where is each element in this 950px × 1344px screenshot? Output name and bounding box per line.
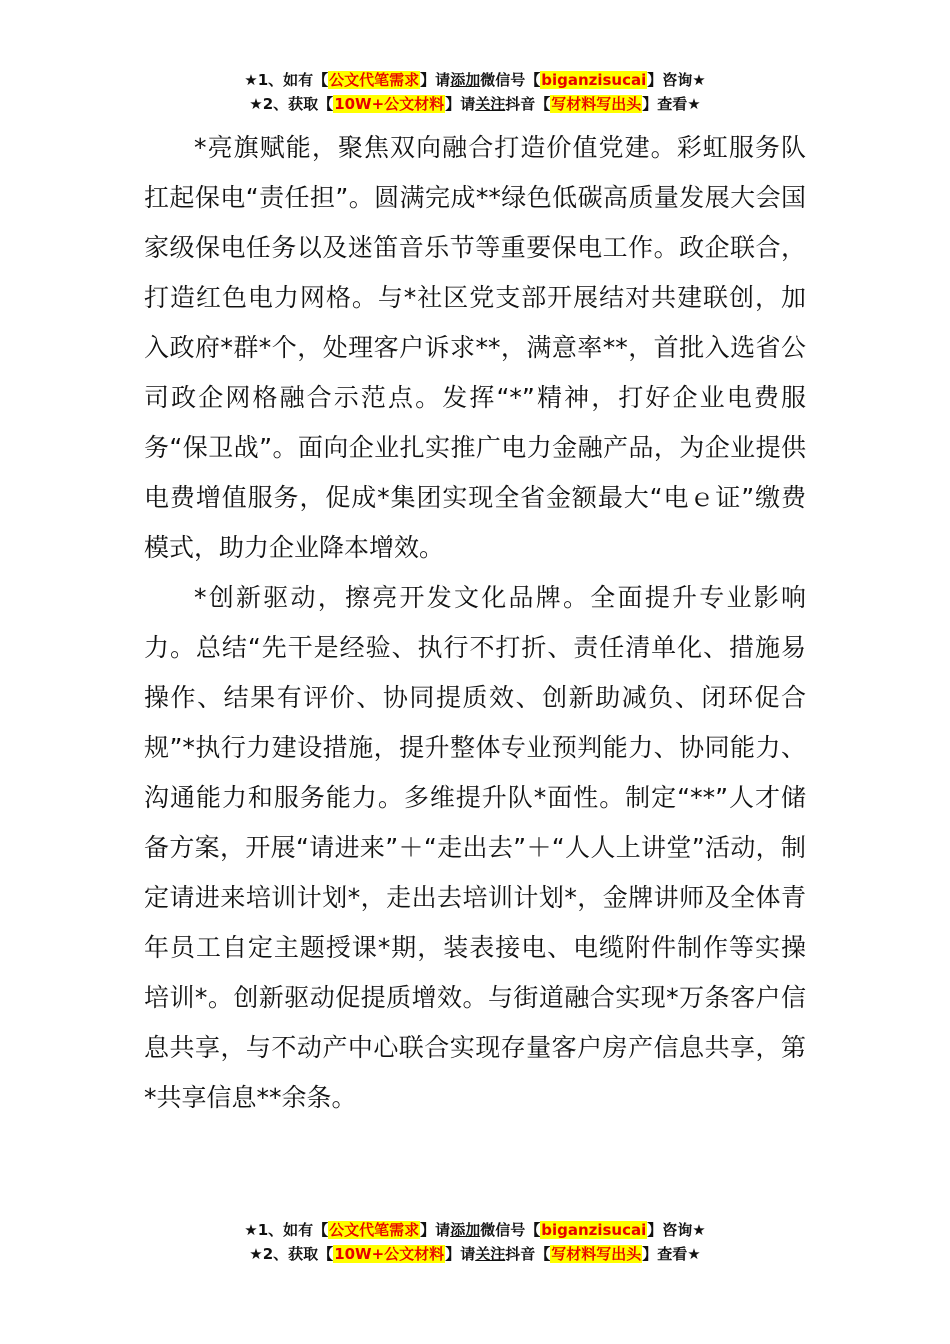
footer-banner: [0, 1218, 950, 1266]
banner-text: ★2、获取【: [249, 1245, 334, 1263]
banner-text: ★1、如有【: [244, 1221, 329, 1239]
header-banner: [0, 68, 950, 116]
banner-line-2: [0, 92, 950, 116]
banner-underlined: 关注: [475, 1245, 506, 1263]
banner-text: 抖音【: [505, 1245, 551, 1263]
banner-line-2: [0, 1242, 950, 1266]
banner-highlight: 10W+公文材料: [334, 95, 445, 113]
banner-line-1: [0, 1218, 950, 1242]
banner-highlight: 10W+公文材料: [334, 1245, 445, 1263]
banner-line-1: [0, 68, 950, 92]
banner-text: 微信号【: [480, 1221, 541, 1239]
body-paragraph-2: *创新驱动，擦亮开发文化品牌。全面提升专业影响力。总结“先干是经验、执行不打折、责任清单化、措施易操作、结果有评价、协同提质效、创新助减负、闭环促合规”*执行力建设措施，提升整体专业预判能力、协同能力、沟通能力和服务能力。多维提升队*面性。制定“**”人才储备方案，开展“请进来”＋“走出去”＋“人人上讲堂”活动，制定请进来培训计划*，走出去培训计划*，金牌讲师及全体青年员工自定主题授课*期，装表接电、电缆附件制作等实操培训*。创新驱动促提质增效。与街道融合实现*万条客户信息共享，与不动产中心联合实现存量客户房产信息共享，第*共享信息**余条。: [144, 583, 806, 1112]
banner-highlight: 公文代笔需求: [329, 1221, 420, 1239]
banner-text: 】咨询★: [647, 1221, 706, 1239]
banner-text: 】请: [420, 1221, 451, 1239]
banner-text: ★1、如有【: [244, 71, 329, 89]
document-body: [144, 123, 806, 1123]
banner-text: 】请: [445, 95, 476, 113]
banner-underlined: 添加: [450, 71, 481, 89]
banner-highlight: 写材料写出头: [551, 1245, 642, 1263]
banner-text: 抖音【: [505, 95, 551, 113]
body-paragraph-1: *亮旗赋能，聚焦双向融合打造价值党建。彩虹服务队扛起保电“责任担”。圆满完成**绿色低碳高质量发展大会国家级保电任务以及迷笛音乐节等重要保电工作。政企联合，打造红色电力网格。与*社区党支部开展结对共建联创，加入政府*群*个，处理客户诉求**，满意率**，首批入选省公司政企网格融合示范点。发挥“*”精神，打好企业电费服务“保卫战”。面向企业扎实推广电力金融产品，为企业提供电费增值服务，促成*集团实现全省金额最大“电ｅ证”缴费模式，助力企业降本增效。: [144, 133, 806, 562]
banner-text: ★2、获取【: [249, 95, 334, 113]
banner-underlined: 添加: [450, 1221, 481, 1239]
banner-highlight: biganzisucai: [541, 1221, 647, 1239]
banner-highlight: biganzisucai: [541, 71, 647, 89]
banner-text: 】请: [420, 71, 451, 89]
banner-text: 】咨询★: [647, 71, 706, 89]
banner-text: 】查看★: [642, 1245, 701, 1263]
banner-text: 】请: [445, 1245, 476, 1263]
banner-text: 微信号【: [480, 71, 541, 89]
banner-underlined: 关注: [475, 95, 506, 113]
banner-highlight: 写材料写出头: [551, 95, 642, 113]
banner-highlight: 公文代笔需求: [329, 71, 420, 89]
banner-text: 】查看★: [642, 95, 701, 113]
